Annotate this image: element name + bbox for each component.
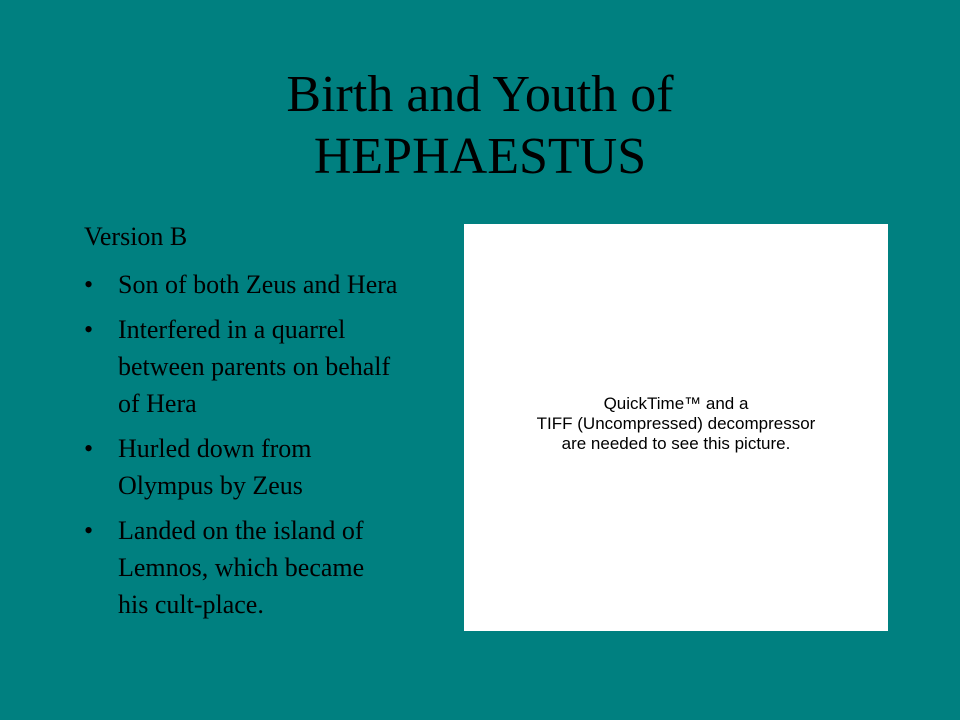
bullet-text-line: Landed on the island of (118, 516, 364, 545)
bullet-icon: • (84, 315, 94, 344)
bullet-item (84, 512, 464, 623)
placeholder-message-line: are needed to see this picture. (561, 434, 791, 453)
bullet-item (84, 266, 464, 303)
slide-title (0, 64, 960, 188)
bullet-text-line: between parents on behalf (118, 352, 391, 381)
placeholder-message-line: QuickTime™ and a (603, 394, 749, 413)
bullet-icon: • (84, 434, 94, 463)
placeholder-message-line: TIFF (Uncompressed) decompressor (536, 414, 816, 433)
bullet-text: Son of both Zeus and Hera (118, 270, 398, 299)
bullet-text-line: his cult-place. (118, 590, 264, 619)
bullet-text-line: Interfered in a quarrel (118, 315, 346, 344)
bullet-item (84, 430, 464, 504)
slide-body (84, 218, 464, 631)
bullet-list (84, 266, 464, 623)
picture-placeholder (464, 224, 888, 631)
bullet-text-line: of Hera (118, 389, 197, 418)
bullet-text-line: Olympus by Zeus (118, 471, 303, 500)
bullet-icon: • (84, 516, 94, 545)
bullet-item (84, 311, 464, 422)
bullet-text-line: Hurled down from (118, 434, 312, 463)
bullet-icon: • (84, 270, 94, 299)
title-line: HEPHAESTUS (313, 128, 647, 185)
bullet-text-line: Lemnos, which became (118, 553, 365, 582)
version-label: Version B (84, 222, 188, 251)
title-line: Birth and Youth of (286, 66, 674, 123)
picture-placeholder-message (464, 394, 888, 454)
